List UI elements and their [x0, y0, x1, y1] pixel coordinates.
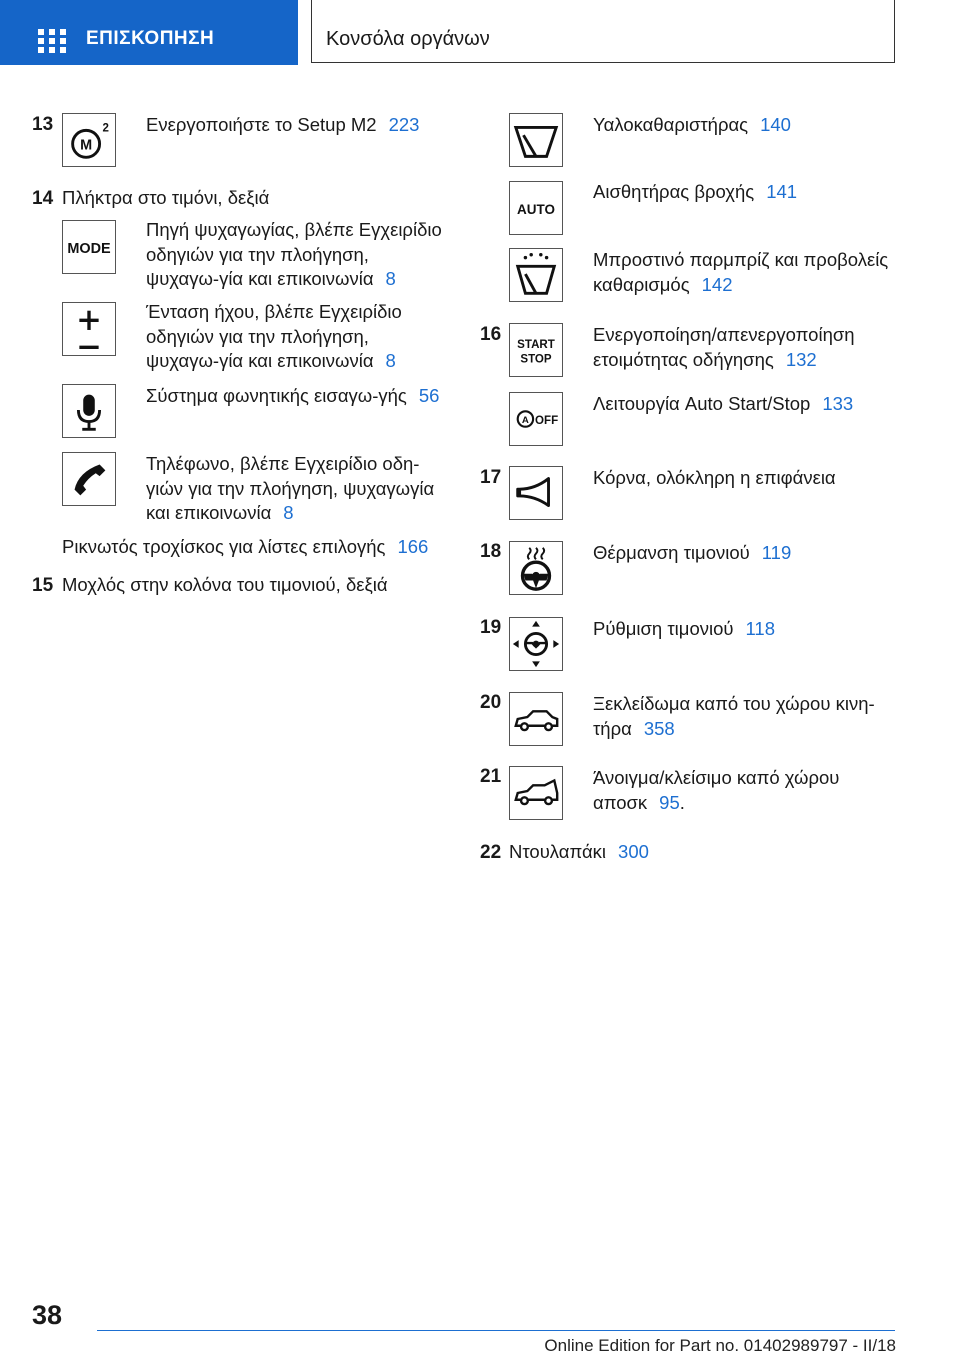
washer-text: Μπροστινό παρμπρίζ και προβολείς καθαρισμός 142 — [593, 249, 889, 295]
page-ref-link[interactable]: 118 — [745, 618, 775, 639]
item-number-22: 22 — [480, 842, 502, 863]
auto-start-stop-off-icon — [509, 392, 563, 446]
steering-heat-icon — [509, 541, 563, 595]
svg-text:AUTO: AUTO — [517, 201, 555, 217]
item-number-19: 19 — [480, 617, 502, 638]
item-19-text: Ρύθμιση τιμονιού 118 — [593, 618, 775, 639]
trunk-icon — [509, 766, 563, 820]
item-22-text: Ντουλαπάκι 300 — [509, 841, 649, 862]
setup-m2-icon — [62, 113, 116, 167]
voice-text: Σύστημα φωνητικής εισαγω-γής 56 — [146, 385, 440, 406]
item-21-text: Άνοιγμα/κλείσιμο καπό χώρου αποσκ 95. — [593, 767, 840, 813]
volume-text: Ένταση ήχου, βλέπε Εγχειρίδιο οδηγιών για την πλοήγηση, ψυχαγω-γία και επικοινωνία 8 — [146, 301, 402, 371]
page-ref-link[interactable]: 119 — [761, 542, 792, 563]
page-number: 38 — [32, 1300, 63, 1330]
grid-icon — [38, 29, 66, 53]
page-ref-link[interactable]: 95 — [659, 791, 680, 813]
item-17-text: Κόρνα, ολόκληρη η επιφάνεια — [593, 467, 836, 488]
svg-text:OFF: OFF — [535, 414, 559, 427]
item-number-13: 13 — [32, 114, 54, 135]
page-ref-link[interactable]: 300 — [618, 841, 649, 862]
item-number-15: 15 — [32, 575, 54, 596]
page-title: Κονσόλα οργάνων — [326, 28, 490, 50]
page-ref-link[interactable]: 8 — [283, 502, 294, 523]
page-ref-link[interactable]: 8 — [385, 350, 396, 371]
svg-text:2: 2 — [102, 122, 109, 135]
mode-text: Πηγή ψυχαγωγίας, βλέπε Εγχειρίδιο οδηγιών για την πλοήγηση, ψυχαγω-γία και επικοινωνία 8 — [146, 219, 442, 289]
mode-icon — [62, 220, 116, 274]
item-13-text: Ενεργοποιήστε το Setup M2 223 — [146, 114, 420, 135]
start-stop-icon — [509, 323, 563, 377]
page-ref-link[interactable]: 132 — [785, 348, 817, 370]
item-16-text: Ενεργοποίηση/απενεργοποίηση ετοιμότητας οδήγησης 132 — [593, 324, 855, 370]
auto-icon — [509, 181, 563, 235]
wiper-text: Υαλοκαθαριστήρας 140 — [593, 114, 791, 135]
hood-release-icon — [509, 692, 563, 746]
page-ref-link[interactable]: 141 — [766, 181, 798, 202]
page-ref-link[interactable]: 142 — [701, 273, 733, 295]
phone-text: Τηλέφωνο, βλέπε Εγχειρίδιο οδη-γιών για την πλοήγηση, ψυχαγωγία και επικοινωνία 8 — [146, 453, 435, 523]
wiper-icon — [509, 113, 563, 167]
rain-sensor-text: Αισθητήρας βροχής 141 — [593, 181, 798, 202]
horn-icon — [509, 466, 563, 520]
page-ref-link[interactable]: 133 — [822, 393, 854, 414]
page-ref-link[interactable]: 8 — [385, 268, 396, 289]
svg-text:START: START — [517, 339, 555, 352]
svg-text:STOP: STOP — [520, 353, 552, 366]
item-18-text: Θέρμανση τιμονιού 119 — [593, 542, 792, 563]
footer-divider — [97, 1330, 895, 1331]
svg-text:M: M — [80, 137, 93, 154]
item-15-text: Μοχλός στην κολόνα του τιμονιού, δεξιά — [62, 574, 388, 595]
page-ref-link[interactable]: 358 — [643, 717, 675, 739]
item-number-18: 18 — [480, 541, 502, 562]
item-number-21: 21 — [480, 766, 502, 787]
item-14-text: Πλήκτρα στο τιμόνι, δεξιά — [62, 187, 270, 208]
section-tab-label: ΕΠΙΣΚΟΠΗΣΗ — [86, 28, 215, 49]
steering-adjust-icon — [509, 617, 563, 671]
microphone-icon — [62, 384, 116, 438]
section-tab[interactable] — [0, 0, 298, 65]
item-number-16: 16 — [480, 324, 502, 345]
item-number-14: 14 — [32, 188, 54, 209]
auto-start-stop-text: Λειτουργία Auto Start/Stop 133 — [593, 393, 854, 414]
page-ref-link[interactable]: 56 — [418, 385, 440, 406]
phone-icon — [62, 452, 116, 506]
item-number-20: 20 — [480, 692, 502, 713]
thumbwheel-text: Ρικνωτός τροχίσκος για λίστες επιλογής 166 — [62, 536, 429, 557]
svg-text:A: A — [521, 414, 529, 426]
svg-text:MODE: MODE — [67, 240, 111, 257]
item-number-17: 17 — [480, 467, 502, 488]
item-20-text: Ξεκλείδωμα καπό του χώρου κινη-τήρα 358 — [593, 693, 875, 739]
page-header — [311, 0, 895, 63]
page-ref-link[interactable]: 140 — [760, 114, 791, 135]
page-ref-link[interactable]: 223 — [388, 114, 420, 135]
volume-icon — [62, 302, 116, 356]
edition-text: Online Edition for Part no. 01402989797 - II/18 — [544, 1336, 896, 1355]
page-ref-link[interactable]: 166 — [397, 536, 429, 557]
washer-icon — [509, 248, 563, 302]
